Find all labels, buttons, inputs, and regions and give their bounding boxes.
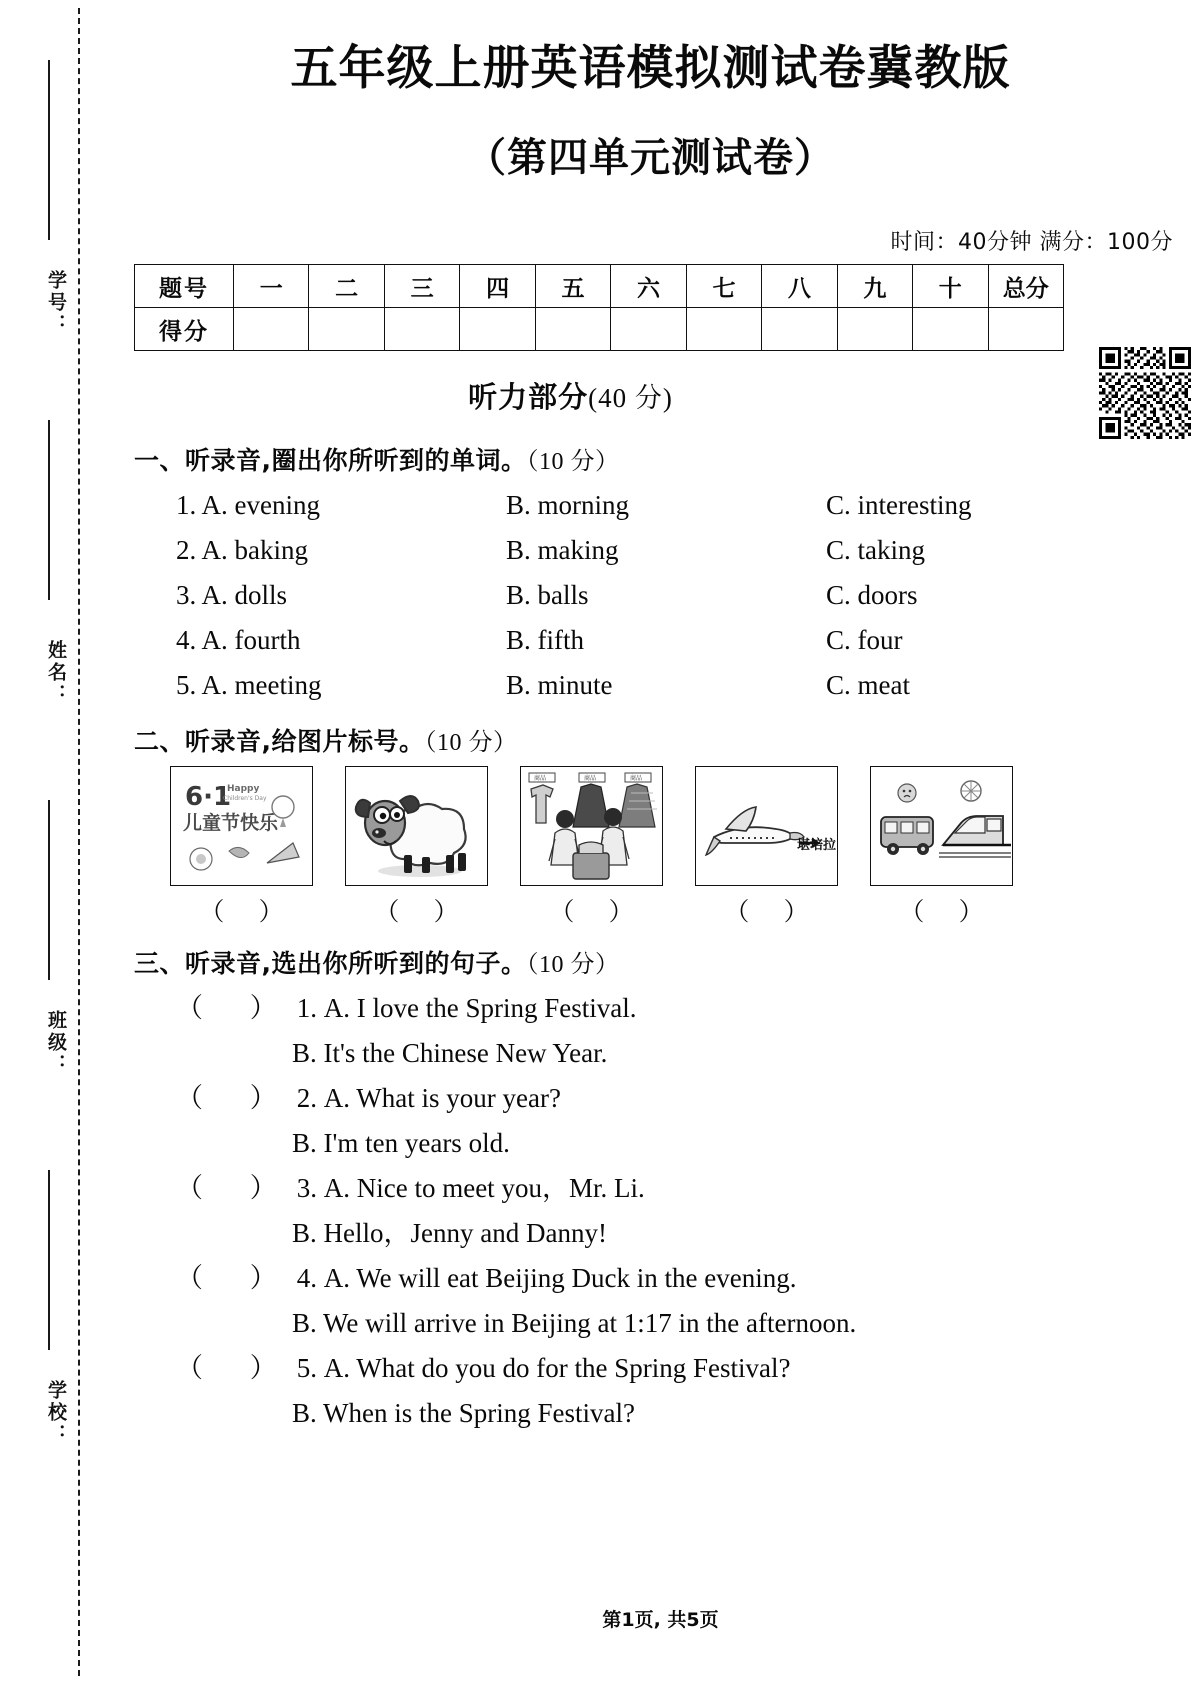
student-name-label: 姓名： xyxy=(45,640,67,706)
word-item-number: 2. xyxy=(176,535,197,566)
seal-solid-line-2 xyxy=(48,420,50,600)
sentence-item-number: 2. xyxy=(296,1083,317,1114)
score-col-10: 十 xyxy=(913,265,988,308)
word-option-b[interactable]: B. balls xyxy=(506,580,589,611)
word-option-c[interactable]: C. interesting xyxy=(826,490,972,521)
sentence-item xyxy=(176,1166,1191,1256)
sentence-item-number: 4. xyxy=(296,1263,317,1294)
word-item-row xyxy=(176,663,1191,708)
word-option-b[interactable]: B. minute xyxy=(506,670,613,701)
answer-bracket[interactable]: （ ） xyxy=(176,993,297,1024)
word-item-number: 3. xyxy=(176,580,197,611)
picture-cell xyxy=(695,766,840,928)
word-item-row xyxy=(176,618,1191,663)
section-1-heading xyxy=(134,441,1191,477)
section-2-points: （10 分） xyxy=(424,730,518,757)
score-value-5[interactable] xyxy=(535,308,610,351)
listening-band-label: 听力部分 xyxy=(468,380,589,415)
score-col-3: 三 xyxy=(384,265,459,308)
word-option-b[interactable]: B. morning xyxy=(506,490,630,521)
score-col-1: 一 xyxy=(234,265,309,308)
page-title: 五年级上册英语模拟测试卷冀教版 xyxy=(290,41,1011,96)
score-value-9[interactable] xyxy=(837,308,912,351)
seal-dashed-line xyxy=(78,8,80,1676)
picture-answer-bracket[interactable]: （ ） xyxy=(374,899,473,927)
picture-cell xyxy=(345,766,490,928)
picture-cell xyxy=(170,766,315,928)
word-option-a[interactable] xyxy=(176,618,506,663)
picture-strip xyxy=(170,766,1191,928)
section-3-points: （10 分） xyxy=(526,952,620,979)
picture-cell xyxy=(520,766,665,928)
school-label: 学校： xyxy=(45,1380,67,1446)
word-option-c[interactable]: C. doors xyxy=(826,580,918,611)
picture-answer-bracket[interactable]: （ ） xyxy=(549,899,648,927)
word-option-a-text: A. evening xyxy=(201,490,320,521)
word-option-a[interactable] xyxy=(176,528,506,573)
sentence-option-a-line xyxy=(176,1166,1191,1211)
section-3-heading xyxy=(134,944,1191,980)
childrens-day-poster[interactable] xyxy=(170,766,313,886)
word-option-c[interactable]: C. meat xyxy=(826,670,910,701)
answer-bracket[interactable]: （ ） xyxy=(176,1083,297,1114)
seal-solid-line-1 xyxy=(48,60,50,240)
word-item-number: 5. xyxy=(176,670,197,701)
sentence-option-a-line xyxy=(176,986,1191,1031)
word-option-a[interactable] xyxy=(176,573,506,618)
svg-text:Children's Day: Children's Day xyxy=(223,795,267,803)
clothing-shop-picture[interactable] xyxy=(520,766,663,886)
word-item-number: 1. xyxy=(176,490,197,521)
airplane-canberra-picture[interactable] xyxy=(695,766,838,886)
listening-band-row xyxy=(130,365,1191,435)
answer-bracket[interactable]: （ ） xyxy=(176,1263,297,1294)
score-table-row-label-0: 题号 xyxy=(135,265,234,308)
word-option-a-text: A. dolls xyxy=(201,580,288,611)
score-value-6[interactable] xyxy=(611,308,686,351)
score-table-row-label-1: 得分 xyxy=(135,308,234,351)
qr-code-icon[interactable] xyxy=(1099,347,1191,439)
picture-answer-bracket[interactable]: （ ） xyxy=(199,899,298,927)
sentence-item xyxy=(176,1076,1191,1166)
word-option-a[interactable] xyxy=(176,483,506,528)
word-option-a-text: A. fourth xyxy=(201,625,301,656)
word-option-a-text: A. meeting xyxy=(201,670,322,701)
word-option-a[interactable] xyxy=(176,663,506,708)
sentence-option-a[interactable]: A. We will eat Beijing Duck in the evening. xyxy=(323,1263,797,1294)
word-option-b[interactable]: B. making xyxy=(506,535,619,566)
seal-solid-line-4 xyxy=(48,1170,50,1350)
score-col-5: 五 xyxy=(535,265,610,308)
sentence-item-number: 3. xyxy=(296,1173,317,1204)
score-value-1[interactable] xyxy=(234,308,309,351)
svg-text:商品: 商品 xyxy=(534,775,547,783)
section-3-title: 三、听录音,选出你所听到的句子。 xyxy=(134,949,527,979)
sentence-option-b[interactable]: B. Hello，Jenny and Danny! xyxy=(292,1218,607,1249)
class-label: 班级： xyxy=(45,1010,67,1076)
score-col-8: 八 xyxy=(762,265,837,308)
listening-band-title xyxy=(130,365,1191,416)
word-option-b[interactable]: B. fifth xyxy=(506,625,584,656)
section-1-title: 一、听录音,圈出你所听到的单词。 xyxy=(134,446,527,476)
score-value-10[interactable] xyxy=(913,308,988,351)
word-item-row xyxy=(176,573,1191,618)
sheep-art xyxy=(346,767,487,885)
sentence-option-a-line xyxy=(176,1076,1191,1121)
score-value-total[interactable] xyxy=(988,308,1063,351)
svg-text:Happy: Happy xyxy=(227,784,260,795)
score-table xyxy=(134,264,1064,351)
section-2-title: 二、听录音,给图片标号。 xyxy=(134,727,425,757)
sentence-option-b[interactable]: B. It's the Chinese New Year. xyxy=(292,1038,608,1069)
score-col-4: 四 xyxy=(460,265,535,308)
word-option-c[interactable]: C. taking xyxy=(826,535,925,566)
student-id-label: 学号： xyxy=(45,270,67,336)
sentence-option-a[interactable]: A. I love the Spring Festival. xyxy=(323,993,637,1024)
score-value-7[interactable] xyxy=(686,308,761,351)
sentence-option-a-line xyxy=(176,1256,1191,1301)
seal-margin xyxy=(0,0,130,1684)
score-table-header-row xyxy=(135,265,1064,308)
score-table-value-row xyxy=(135,308,1064,351)
seal-solid-line-3 xyxy=(48,800,50,980)
bus-and-train-picture[interactable] xyxy=(870,766,1013,886)
page-footer: 第1页, 共5页 xyxy=(602,1609,719,1631)
answer-bracket[interactable]: （ ） xyxy=(176,1173,297,1204)
word-item-row xyxy=(176,483,1191,528)
svg-text:6·1: 6·1 xyxy=(185,782,232,813)
sentence-option-b[interactable]: B. When is the Spring Festival? xyxy=(292,1398,635,1429)
picture-cell xyxy=(870,766,1015,928)
sentence-option-b[interactable]: B. We will arrive in Beijing at 1:17 in the afternoon. xyxy=(292,1308,857,1339)
score-value-8[interactable] xyxy=(762,308,837,351)
svg-text:商品: 商品 xyxy=(584,775,597,783)
svg-text:商品: 商品 xyxy=(630,775,643,783)
answer-bracket[interactable]: （ ） xyxy=(176,1353,297,1384)
score-value-3[interactable] xyxy=(384,308,459,351)
score-col-9: 九 xyxy=(837,265,912,308)
sentence-item xyxy=(176,986,1191,1076)
sentence-item xyxy=(176,1256,1191,1346)
sentence-item xyxy=(176,1346,1191,1436)
sentence-option-b[interactable]: B. I'm ten years old. xyxy=(292,1128,510,1159)
picture-answer-bracket[interactable]: （ ） xyxy=(899,899,998,927)
sentence-option-a-line xyxy=(176,1346,1191,1391)
score-value-4[interactable] xyxy=(460,308,535,351)
airplane-art xyxy=(696,767,837,885)
bus-train-art xyxy=(871,767,1012,885)
listening-band-points: (40 分) xyxy=(588,383,673,414)
sentence-option-a[interactable]: A. What do you do for the Spring Festival? xyxy=(323,1353,791,1384)
sentence-option-a[interactable]: A. Nice to meet you，Mr. Li. xyxy=(323,1173,645,1204)
sheep-picture[interactable] xyxy=(345,766,488,886)
section-1-points: （10 分） xyxy=(526,449,620,476)
score-col-2: 二 xyxy=(309,265,384,308)
sentence-item-number: 1. xyxy=(296,993,317,1024)
score-col-total: 总分 xyxy=(988,265,1063,308)
svg-text:儿童节快乐: 儿童节快乐 xyxy=(183,812,279,835)
sentence-option-a[interactable]: A. What is your year? xyxy=(323,1083,561,1114)
word-item-row xyxy=(176,528,1191,573)
score-col-6: 六 xyxy=(611,265,686,308)
clothing-shop-art xyxy=(521,767,662,885)
score-value-2[interactable] xyxy=(309,308,384,351)
childrens-day-art xyxy=(171,767,312,885)
picture-answer-bracket[interactable]: （ ） xyxy=(724,899,823,927)
sentence-item-number: 5. xyxy=(296,1353,317,1384)
word-option-c[interactable]: C. four xyxy=(826,625,903,656)
page-subtitle: （第四单元测试卷） xyxy=(466,135,835,182)
word-item-number: 4. xyxy=(176,625,197,656)
word-option-a-text: A. baking xyxy=(201,535,308,566)
exam-info: 时间：40分钟 满分：100分 xyxy=(890,230,1173,256)
exam-page xyxy=(130,0,1191,1684)
svg-text:堪培拉: 堪培拉 xyxy=(796,838,836,854)
score-col-7: 七 xyxy=(686,265,761,308)
section-2-heading xyxy=(134,722,1191,758)
